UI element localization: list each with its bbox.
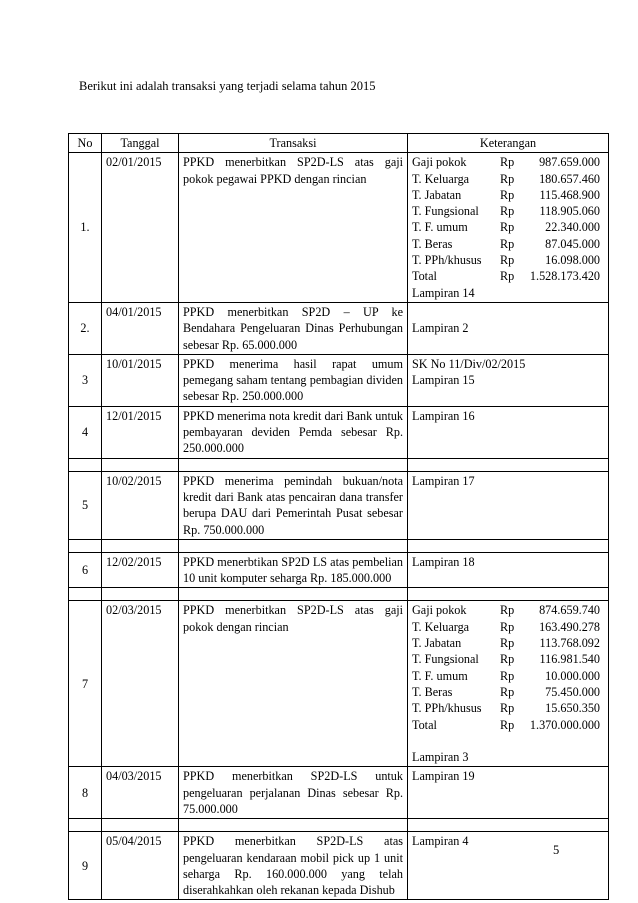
row-keterangan xyxy=(408,767,609,819)
lampiran: Lampiran 16 xyxy=(412,408,475,423)
row-transaction: PPKD menerbitkan SP2D-LS untuk pengeluaran perjalanan Dinas sebesar Rp. 75.000.000 xyxy=(179,767,408,819)
table-row xyxy=(69,601,609,767)
row-date: 10/01/2015 xyxy=(102,354,179,406)
table-row xyxy=(69,302,609,354)
row-no: 4 xyxy=(69,406,102,458)
row-keterangan xyxy=(408,302,609,354)
detail-line: T. PPh/khusus Rp 16.098.000 xyxy=(412,253,600,268)
row-no: 5 xyxy=(69,471,102,539)
detail-line: T. Fungsional Rp 116.981.540 xyxy=(412,652,600,667)
detail-line: T. Jabatan Rp 113.768.092 xyxy=(412,636,600,651)
detail-line: T. PPh/khusus Rp 15.650.350 xyxy=(412,701,600,716)
row-date: 04/03/2015 xyxy=(102,767,179,819)
transactions-table xyxy=(68,133,609,900)
row-keterangan xyxy=(408,601,609,767)
spacer-row xyxy=(69,458,609,471)
detail-line: T. Fungsional Rp 118.905.060 xyxy=(412,204,600,219)
header-keterangan: Keterangan xyxy=(408,134,609,153)
spacer-row xyxy=(69,819,609,832)
lampiran: Lampiran 14 xyxy=(412,285,475,300)
row-transaction: PPKD menerbtikan SP2D LS atas pembelian 10 unit komputer seharga Rp. 185.000.000 xyxy=(179,552,408,588)
row-keterangan xyxy=(408,406,609,458)
row-date: 02/01/2015 xyxy=(102,153,179,303)
detail-total: Total Rp 1.370.000.000 xyxy=(412,717,600,732)
sk-number: SK No 11/Div/02/2015 xyxy=(412,356,526,371)
table-row xyxy=(69,471,609,539)
row-no: 3 xyxy=(69,354,102,406)
table-header-row xyxy=(69,134,609,153)
row-no: 2. xyxy=(69,302,102,354)
spacer-row xyxy=(69,539,609,552)
header-transaksi: Transaksi xyxy=(179,134,408,153)
row-date: 05/04/2015 xyxy=(102,832,179,900)
lampiran: Lampiran 17 xyxy=(412,473,475,488)
table-row xyxy=(69,767,609,819)
lampiran: Lampiran 3 xyxy=(412,750,469,765)
table-row xyxy=(69,406,609,458)
row-date: 02/03/2015 xyxy=(102,601,179,767)
row-date: 04/01/2015 xyxy=(102,302,179,354)
lampiran: Lampiran 2 xyxy=(412,321,469,336)
intro-text: Berikut ini adalah transaksi yang terjadi selama tahun 2015 xyxy=(79,79,376,93)
lampiran: Lampiran 18 xyxy=(412,554,475,569)
row-keterangan xyxy=(408,832,609,900)
detail-line: T. F. umum Rp 22.340.000 xyxy=(412,220,600,235)
detail-line: T. Jabatan Rp 115.468.900 xyxy=(412,187,600,202)
detail-line: T. Beras Rp 87.045.000 xyxy=(412,236,600,251)
row-keterangan xyxy=(408,354,609,406)
row-keterangan xyxy=(408,552,609,588)
header-tanggal: Tanggal xyxy=(102,134,179,153)
table-row xyxy=(69,552,609,588)
row-date: 12/01/2015 xyxy=(102,406,179,458)
lampiran: Lampiran 15 xyxy=(412,373,475,388)
detail-line: T. Keluarga Rp 163.490.278 xyxy=(412,619,600,634)
detail-total: Total Rp 1.528.173.420 xyxy=(412,269,600,284)
row-no: 6 xyxy=(69,552,102,588)
row-transaction: PPKD menerima pemindah bukuan/nota kredit dari Bank atas pencairan dana transfer berupa DAU dari Pemerintah Pusat sebesar Rp. 750.000.000 xyxy=(179,471,408,539)
row-no: 7 xyxy=(69,601,102,767)
row-date: 12/02/2015 xyxy=(102,552,179,588)
row-transaction: PPKD menerbitkan SP2D – UP ke Bendahara Pengeluaran Dinas Perhubungan sebesar Rp. 65.000.000 xyxy=(179,302,408,354)
header-no: No xyxy=(69,134,102,153)
detail-line: T. Beras Rp 75.450.000 xyxy=(412,684,600,699)
row-date: 10/02/2015 xyxy=(102,471,179,539)
lampiran: Lampiran 4 xyxy=(412,834,469,849)
page-number: 5 xyxy=(553,843,560,857)
row-transaction: PPKD menerbitkan SP2D-LS atas gaji pokok dengan rincian xyxy=(179,601,408,767)
row-transaction: PPKD menerima nota kredit dari Bank untuk pembayaran deviden Pemda sebesar Rp. 250.000.000 xyxy=(179,406,408,458)
row-no: 9 xyxy=(69,832,102,900)
detail-line: T. F. umum Rp 10.000.000 xyxy=(412,668,600,683)
row-keterangan xyxy=(408,471,609,539)
detail-line: T. Keluarga Rp 180.657.460 xyxy=(412,171,600,186)
detail-line: Gaji pokok Rp 874.659.740 xyxy=(412,603,600,618)
row-no: 1. xyxy=(69,153,102,303)
spacer-row xyxy=(69,588,609,601)
lampiran: Lampiran 19 xyxy=(412,769,475,784)
row-transaction: PPKD menerima hasil rapat umum pemegang saham tentang pembagian dividen sebesar Rp. 250.000.000 xyxy=(179,354,408,406)
row-transaction: PPKD menerbitkan SP2D-LS atas pengeluaran kendaraan mobil pick up 1 unit seharga Rp. 160.000.000 yang telah diserahkahkan oleh rekanan kepada Dishub xyxy=(179,832,408,900)
row-transaction: PPKD menerbitkan SP2D-LS atas gaji pokok pegawai PPKD dengan rincian xyxy=(179,153,408,303)
table-row xyxy=(69,832,609,900)
detail-line: Gaji pokok Rp 987.659.000 xyxy=(412,155,600,170)
row-keterangan xyxy=(408,153,609,303)
row-no: 8 xyxy=(69,767,102,819)
table-row xyxy=(69,354,609,406)
table-row xyxy=(69,153,609,303)
